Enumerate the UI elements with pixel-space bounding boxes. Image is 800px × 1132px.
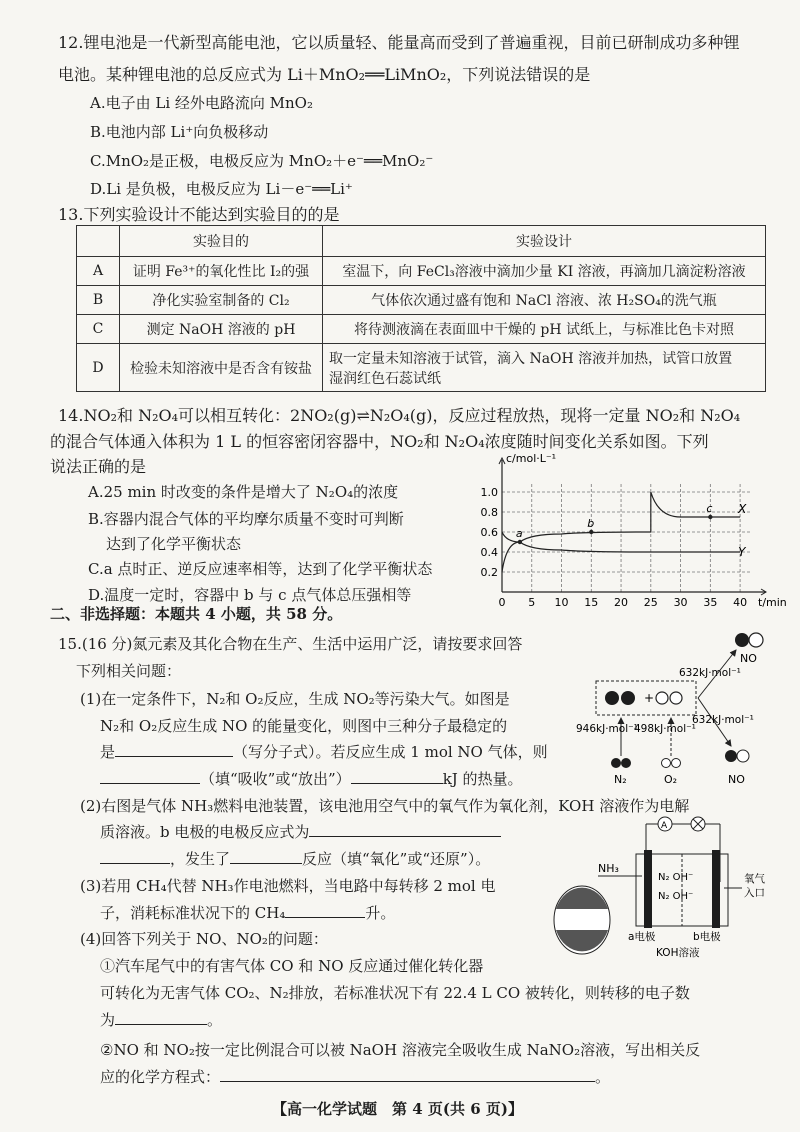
- series-label-X: X: [738, 502, 747, 516]
- q15-p4-1-line1: ①汽车尾气中的有害气体 CO 和 NO 反应通过催化转化器: [100, 957, 484, 975]
- answer-blank-ch4-volume[interactable]: [285, 917, 365, 918]
- q15-p2-line1: (2)右图是气体 NH₃燃料电池装置，该电池用空气中的氧气作为氧化剂，KOH 溶液作为电解: [80, 797, 690, 815]
- q14-line2: 的混合气体通入体积为 1 L 的恒容密闭容器中，NO₂和 N₂O₄浓度随时间变化关系如图。下列: [50, 432, 709, 451]
- o2-atom: [672, 759, 681, 768]
- q15-p2-pre: 质溶液。b 电极的电极反应式为: [100, 823, 310, 841]
- row-design: 室温下，向 FeCl₃溶液中滴加少量 KI 溶液，再滴加几滴淀粉溶液: [323, 257, 766, 286]
- no-top-label: NO: [740, 652, 757, 665]
- data-point-a: [518, 540, 522, 544]
- oxygen-label: 氧气: [744, 873, 765, 885]
- o2-atom: [662, 759, 671, 768]
- answer-blank-energy[interactable]: [351, 783, 443, 784]
- energy-change-diagram: [576, 628, 786, 788]
- x-tick-label: 10: [554, 596, 569, 609]
- chart-grid: [502, 482, 752, 592]
- row-purpose: 净化实验室制备的 Cl₂: [120, 286, 323, 315]
- row-purpose: 测定 NaOH 溶液的 pH: [120, 315, 323, 344]
- row-design: 气体依次通过盛有饱和 NaCl 溶液、浓 H₂SO₄的洗气瓶: [323, 286, 766, 315]
- gas-tank-top: [556, 888, 608, 909]
- table-row: [77, 286, 766, 315]
- page-footer: 【高一化学试题 第 4 页(共 6 页)】: [272, 1100, 523, 1118]
- energy-n2-label: 946kJ·mol⁻¹: [576, 723, 638, 735]
- q15-p1-line2: N₂和 O₂反应生成 NO 的能量变化，则图中三种分子最稳定的: [100, 717, 508, 735]
- n2-oh-label: N₂ OH⁻: [658, 872, 694, 883]
- x-tick-label: 25: [643, 596, 658, 609]
- q13-stem: 13.下列实验设计不能达到实验目的的是: [58, 205, 340, 224]
- n2-atom: [611, 758, 621, 768]
- row-letter: D: [77, 344, 120, 392]
- q12-option-b: B.电池内部 Li⁺向负极移动: [90, 123, 269, 141]
- q15-p1-post: （写分子式）。若反应生成 1 mol NO 气体，则: [233, 743, 548, 761]
- q12-option-c: C.MnO₂是正极，电极反应为 MnO₂＋e⁻══MnO₂⁻: [90, 152, 434, 170]
- answer-blank-electrode-equation[interactable]: [309, 836, 501, 837]
- q15-p4-1-pre: 为: [100, 1011, 116, 1029]
- row-purpose: 检验未知溶液中是否含有铵盐: [120, 344, 323, 392]
- q15-p3-line1: (3)若用 CH₄代替 NH₃作电池燃料，当电路中每转移 2 mol 电: [80, 877, 496, 895]
- x-tick-label: 5: [528, 596, 536, 609]
- x-tick-label: 40: [733, 596, 748, 609]
- no-bottom-n-atom: [725, 750, 737, 762]
- table-row: [77, 315, 766, 344]
- y-tick-label: 1.0: [480, 486, 498, 499]
- q12-option-d: D.Li 是负极，电极反应为 Li－e⁻══Li⁺: [90, 180, 353, 198]
- q14-line1: 14.NO₂和 N₂O₄可以相互转化：2NO₂(g)⇌N₂O₄(g)，反应过程放热，现将一定量 NO₂和 N₂O₄: [58, 406, 741, 425]
- o-atom: [656, 692, 668, 704]
- n2-oh-label: N₂ OH⁻: [658, 891, 694, 902]
- y-tick-label: 0.2: [480, 566, 498, 579]
- q15-line1: 15.(16 分)氮元素及其化合物在生产、生活中运用广泛，请按要求回答: [58, 635, 523, 653]
- q15-p4-2-line1: ②NO 和 NO₂按一定比例混合可以被 NaOH 溶液完全吸收生成 NaNO₂溶液，写出相关反: [100, 1041, 701, 1059]
- q15-p3-line2: [100, 902, 395, 923]
- energy-bottom-label: 632kJ·mol⁻¹: [692, 714, 754, 726]
- fuel-cell-diagram: [548, 812, 783, 960]
- q15-p4-1-end: 。: [207, 1011, 223, 1029]
- energy-o2-label: 498kJ·mol⁻¹: [634, 723, 696, 735]
- table-header-design: 实验设计: [323, 226, 766, 257]
- table-header-purpose: 实验目的: [120, 226, 323, 257]
- chart-axes: [499, 458, 766, 595]
- q15-p2-tail: 反应（填“氧化”或“还原”）。: [302, 850, 491, 868]
- answer-blank-equation-cont[interactable]: [100, 863, 170, 864]
- x-tick-label: 30: [673, 596, 688, 609]
- row-design: 将待测液滴在表面皿中干燥的 pH 试纸上，与标准比色卡对照: [323, 315, 766, 344]
- experiment-table: [76, 225, 766, 392]
- q15-p1-tail: kJ 的热量。: [442, 770, 523, 788]
- n2-label: N₂: [614, 773, 627, 786]
- koh-label: KOH溶液: [656, 947, 700, 959]
- answer-blank-stable-molecule[interactable]: [115, 756, 233, 757]
- point-label-b: b: [587, 517, 595, 530]
- no-molecule-o-atom: [749, 633, 763, 647]
- concentration-time-chart: [462, 452, 787, 610]
- data-point-c: [708, 515, 712, 519]
- b-electrode: [712, 850, 720, 928]
- x-tick-label: 20: [614, 596, 629, 609]
- n2-atom: [621, 758, 631, 768]
- chart-labels: [481, 452, 787, 609]
- row-purpose: 证明 Fe³⁺的氧化性比 I₂的强: [120, 257, 323, 286]
- q14-option-d: D.温度一定时，容器中 b 与 c 点气体总压强相等: [88, 586, 412, 604]
- inlet-label: 入口: [744, 887, 765, 899]
- answer-blank-absorb-release[interactable]: [100, 783, 200, 784]
- o-atom: [670, 692, 682, 704]
- gas-tank-bottom: [556, 930, 608, 951]
- a-electrode-label: a电极: [628, 931, 656, 943]
- nh3-label: NH₃: [598, 862, 619, 875]
- no-bottom-o-atom: [737, 750, 749, 762]
- q15-p1-line1: (1)在一定条件下，N₂和 O₂反应，生成 NO₂等污染大气。如图是: [80, 690, 510, 708]
- ammeter-label: A: [661, 821, 668, 831]
- energy-top-label: 632kJ·mol⁻¹: [679, 667, 741, 679]
- q15-p2-line2: [100, 821, 501, 842]
- q15-p4-line: (4)回答下列关于 NO、NO₂的问题：: [80, 930, 328, 948]
- row-letter: C: [77, 315, 120, 344]
- q12-line1: 12.锂电池是一代新型高能电池，它以质量轻、能量高而受到了普遍重视，目前已研制成功多种锂: [58, 33, 740, 52]
- q15-p4-2-pre: 应的化学方程式：: [100, 1068, 221, 1086]
- answer-blank-electron-count[interactable]: [115, 1024, 207, 1025]
- row-design-line1: 取一定量未知溶液于试管，滴入 NaOH 溶液并加热，试管口放置: [329, 350, 733, 367]
- x-axis-label: t/min: [758, 596, 787, 609]
- q14-option-b1: B.容器内混合气体的平均摩尔质量不变时可判断: [88, 510, 404, 528]
- row-letter: A: [77, 257, 120, 286]
- section-heading: 二、非选择题：本题共 4 小题，共 58 分。: [50, 605, 343, 623]
- n-atom: [605, 691, 619, 705]
- q15-p4-1-line2: 可转化为无害气体 CO₂、N₂排放，若标准状况下有 22.4 L CO 被转化，则转移的电子数: [100, 984, 690, 1002]
- b-electrode-label: b电极: [693, 931, 721, 943]
- q15-p2-line3: [100, 848, 490, 869]
- series-label-Y: Y: [738, 545, 746, 559]
- x-tick-label: 35: [703, 596, 718, 609]
- table-header-blank: [77, 226, 120, 257]
- y-tick-label: 0.8: [480, 506, 498, 519]
- q12-line2: 电池。某种锂电池的总反应式为 Li＋MnO₂══LiMnO₂，下列说法错误的是: [58, 65, 591, 84]
- a-electrode: [644, 850, 652, 928]
- y-tick-label: 0.6: [480, 526, 498, 539]
- q15-p2-mid: ，发生了: [170, 850, 231, 868]
- q15-p1-mid: （填“吸收”或“放出”）: [200, 770, 351, 788]
- point-label-c: c: [706, 502, 713, 515]
- q15-p3-tail: 升。: [365, 904, 396, 922]
- row-design-line2: 湿润红色石蕊试纸: [329, 370, 441, 387]
- q15-p1-pre: 是: [100, 743, 116, 761]
- q15-p3-pre: 子，消耗标准状况下的 CH₄: [100, 904, 286, 922]
- y-tick-label: 0.4: [480, 546, 498, 559]
- table-row: [77, 257, 766, 286]
- y-axis-label: c/mol·L⁻¹: [506, 452, 557, 465]
- q15-p4-2-end: 。: [595, 1068, 611, 1086]
- table-row: [77, 344, 766, 392]
- x-tick-label: 15: [584, 596, 599, 609]
- q14-option-b2: 达到了化学平衡状态: [106, 535, 242, 553]
- plus-sign: +: [644, 691, 655, 705]
- q14-option-a: A.25 min 时改变的条件是增大了 N₂O₄的浓度: [88, 483, 399, 501]
- q12-option-a: A.电子由 Li 经外电路流向 MnO₂: [90, 94, 313, 112]
- row-letter: B: [77, 286, 120, 315]
- q15-p1-line3: [100, 741, 548, 762]
- q15-p1-line4: [100, 768, 523, 789]
- no-label: NO: [728, 773, 745, 786]
- q15-p4-2-line2: [100, 1066, 610, 1087]
- n-atom: [621, 691, 635, 705]
- q15-p4-1-line3: [100, 1009, 222, 1030]
- answer-blank-reaction-type[interactable]: [230, 863, 302, 864]
- q14-option-c: C.a 点时正、逆反应速率相等，达到了化学平衡状态: [88, 560, 433, 578]
- no-molecule-n-atom: [735, 633, 749, 647]
- o2-label: O₂: [664, 773, 678, 786]
- data-point-b: [589, 530, 593, 534]
- answer-blank-chemical-equation[interactable]: [220, 1081, 595, 1082]
- x-tick-label: 0: [498, 596, 506, 609]
- row-design: [323, 344, 766, 392]
- q15-line2: 下列相关问题：: [76, 662, 182, 680]
- point-label-a: a: [515, 527, 523, 540]
- q14-line3: 说法正确的是: [50, 457, 147, 476]
